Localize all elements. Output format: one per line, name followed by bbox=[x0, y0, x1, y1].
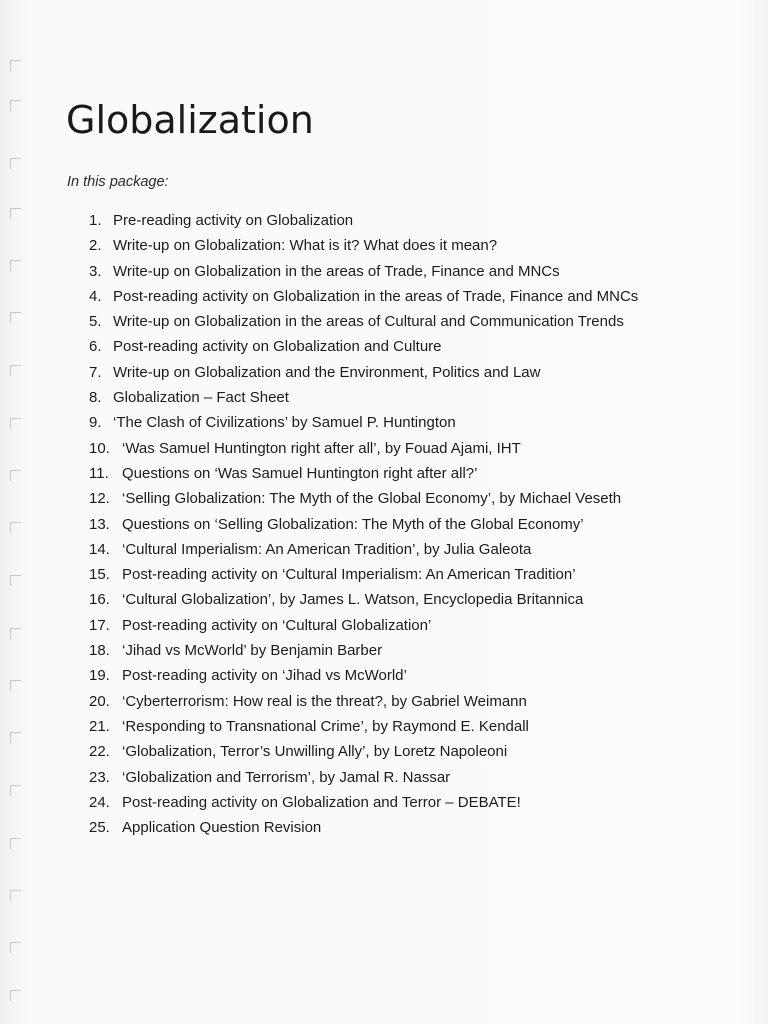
list-item-number: 4. bbox=[89, 287, 102, 305]
list-item-number: 12. bbox=[89, 490, 110, 508]
contents-list-item bbox=[80, 461, 680, 486]
punch-mark bbox=[10, 208, 21, 219]
punch-mark bbox=[10, 575, 21, 586]
punch-mark bbox=[10, 100, 21, 111]
page-title: Globalization bbox=[66, 98, 314, 142]
punch-mark bbox=[10, 838, 21, 849]
list-item-text: Pre-reading activity on Globalization bbox=[113, 212, 354, 229]
list-item-text: ‘Responding to Transnational Crime’, by Raymond E. Kendall bbox=[122, 717, 529, 735]
list-item-text: Post-reading activity on Globalization and Terror – DEBATE! bbox=[122, 793, 521, 811]
contents-list-item bbox=[80, 436, 680, 461]
list-item-number: 3. bbox=[89, 262, 102, 280]
list-item-text: Post-reading activity on ‘Cultural Globalization’ bbox=[122, 616, 432, 634]
contents-list-item bbox=[80, 739, 680, 764]
list-item-text: ‘Jihad vs McWorld’ by Benjamin Barber bbox=[122, 642, 383, 660]
punch-mark bbox=[10, 522, 21, 533]
list-item-text: Post-reading activity on ‘Cultural Imperialism: An American Tradition’ bbox=[122, 566, 576, 584]
contents-list-item bbox=[80, 233, 680, 258]
list-item-text: ‘Cultural Globalization’, by James L. Watson, Encyclopedia Britannica bbox=[122, 591, 584, 609]
list-item-text: Write-up on Globalization in the areas of Trade, Finance and MNCs bbox=[113, 262, 560, 280]
contents-list-item bbox=[80, 562, 680, 587]
contents-list-item bbox=[80, 360, 680, 385]
list-item-text: ‘Was Samuel Huntington right after all’, by Fouad Ajami, IHT bbox=[122, 439, 521, 457]
punch-mark bbox=[10, 470, 21, 481]
list-item-number: 11. bbox=[89, 464, 109, 482]
list-item-number: 18. bbox=[89, 642, 110, 660]
list-item-number: 16. bbox=[89, 591, 110, 609]
list-item-number: 20. bbox=[89, 692, 110, 710]
list-item-text: Application Question Revision bbox=[122, 819, 322, 837]
binder-punch-marks bbox=[10, 40, 24, 1020]
contents-list-item bbox=[80, 334, 680, 359]
punch-mark bbox=[10, 418, 21, 429]
contents-list-item bbox=[80, 259, 680, 284]
contents-list-item bbox=[80, 714, 680, 739]
list-item-number: 21. bbox=[89, 717, 110, 735]
list-item-number: 17. bbox=[89, 616, 110, 634]
contents-list-item bbox=[80, 385, 680, 410]
contents-list-item bbox=[80, 663, 680, 688]
list-item-number: 23. bbox=[89, 768, 110, 786]
punch-mark bbox=[10, 60, 21, 71]
list-item-number: 24. bbox=[89, 793, 110, 811]
punch-mark bbox=[10, 260, 21, 271]
list-item-number: 22. bbox=[89, 743, 110, 761]
list-item-text: Questions on ‘Selling Globalization: The Myth of the Global Economy’ bbox=[122, 515, 584, 533]
contents-list-item bbox=[80, 689, 680, 714]
contents-list-item bbox=[80, 815, 680, 840]
list-item-text: Write-up on Globalization and the Environment, Politics and Law bbox=[113, 363, 541, 381]
list-item-number: 9. bbox=[89, 414, 102, 432]
contents-list-item bbox=[80, 410, 680, 435]
list-item-number: 13. bbox=[89, 515, 110, 533]
list-item-number: 5. bbox=[89, 313, 102, 331]
list-item-number: 15. bbox=[89, 566, 110, 584]
list-item-number: 8. bbox=[89, 389, 102, 407]
list-item-text: Questions on ‘Was Samuel Huntington right after all?’ bbox=[122, 464, 478, 482]
contents-list-item bbox=[80, 309, 680, 334]
contents-list-item bbox=[80, 486, 680, 511]
list-item-text: ‘Selling Globalization: The Myth of the Global Economy’, by Michael Veseth bbox=[122, 490, 622, 508]
list-item-text: Post-reading activity on Globalization in the areas of Trade, Finance and MNCs bbox=[113, 287, 639, 305]
intro-text: In this package: bbox=[67, 174, 169, 190]
list-item-number: 2. bbox=[89, 237, 102, 255]
contents-list-item bbox=[80, 512, 680, 537]
punch-mark bbox=[10, 785, 21, 796]
contents-list-item bbox=[80, 613, 680, 638]
punch-mark bbox=[10, 890, 21, 901]
list-item-number: 10. bbox=[89, 439, 110, 457]
list-item-text: ‘Globalization and Terrorism’, by Jamal R. Nassar bbox=[122, 768, 451, 786]
contents-list-item bbox=[80, 790, 680, 815]
contents-list-item bbox=[80, 587, 680, 612]
list-item-number: 6. bbox=[89, 338, 102, 356]
punch-mark bbox=[10, 628, 21, 639]
list-item-text: ‘Globalization, Terror’s Unwilling Ally’, by Loretz Napoleoni bbox=[122, 743, 508, 761]
punch-mark bbox=[10, 732, 21, 743]
contents-list-item bbox=[80, 284, 680, 309]
contents-list-item bbox=[80, 765, 680, 790]
list-item-text: ‘The Clash of Civilizations’ by Samuel P. Huntington bbox=[113, 414, 456, 432]
list-item-text: Write-up on Globalization in the areas of Cultural and Communication Trends bbox=[113, 313, 624, 331]
punch-mark bbox=[10, 942, 21, 953]
list-item-text: ‘Cyberterrorism: How real is the threat?, by Gabriel Weimann bbox=[122, 692, 527, 710]
list-item-number: 25. bbox=[89, 819, 110, 837]
list-item-number: 1. bbox=[89, 212, 102, 229]
contents-list bbox=[80, 208, 680, 840]
list-item-number: 14. bbox=[89, 540, 110, 558]
punch-mark bbox=[10, 365, 21, 376]
list-item-text: Post-reading activity on ‘Jihad vs McWorld’ bbox=[122, 667, 407, 685]
list-item-text: Post-reading activity on Globalization and Culture bbox=[113, 338, 442, 356]
contents-list-item bbox=[80, 638, 680, 663]
punch-mark bbox=[10, 990, 21, 1001]
contents-list-item bbox=[80, 537, 680, 562]
punch-mark bbox=[10, 680, 21, 691]
punch-mark bbox=[10, 312, 21, 323]
list-item-number: 7. bbox=[89, 363, 102, 381]
punch-mark bbox=[10, 158, 21, 169]
list-item-text: Globalization – Fact Sheet bbox=[113, 389, 289, 407]
list-item-text: Write-up on Globalization: What is it? What does it mean? bbox=[113, 237, 498, 255]
list-item-number: 19. bbox=[89, 667, 110, 685]
contents-list-item bbox=[80, 208, 680, 233]
list-item-text: ‘Cultural Imperialism: An American Tradition’, by Julia Galeota bbox=[122, 540, 532, 558]
